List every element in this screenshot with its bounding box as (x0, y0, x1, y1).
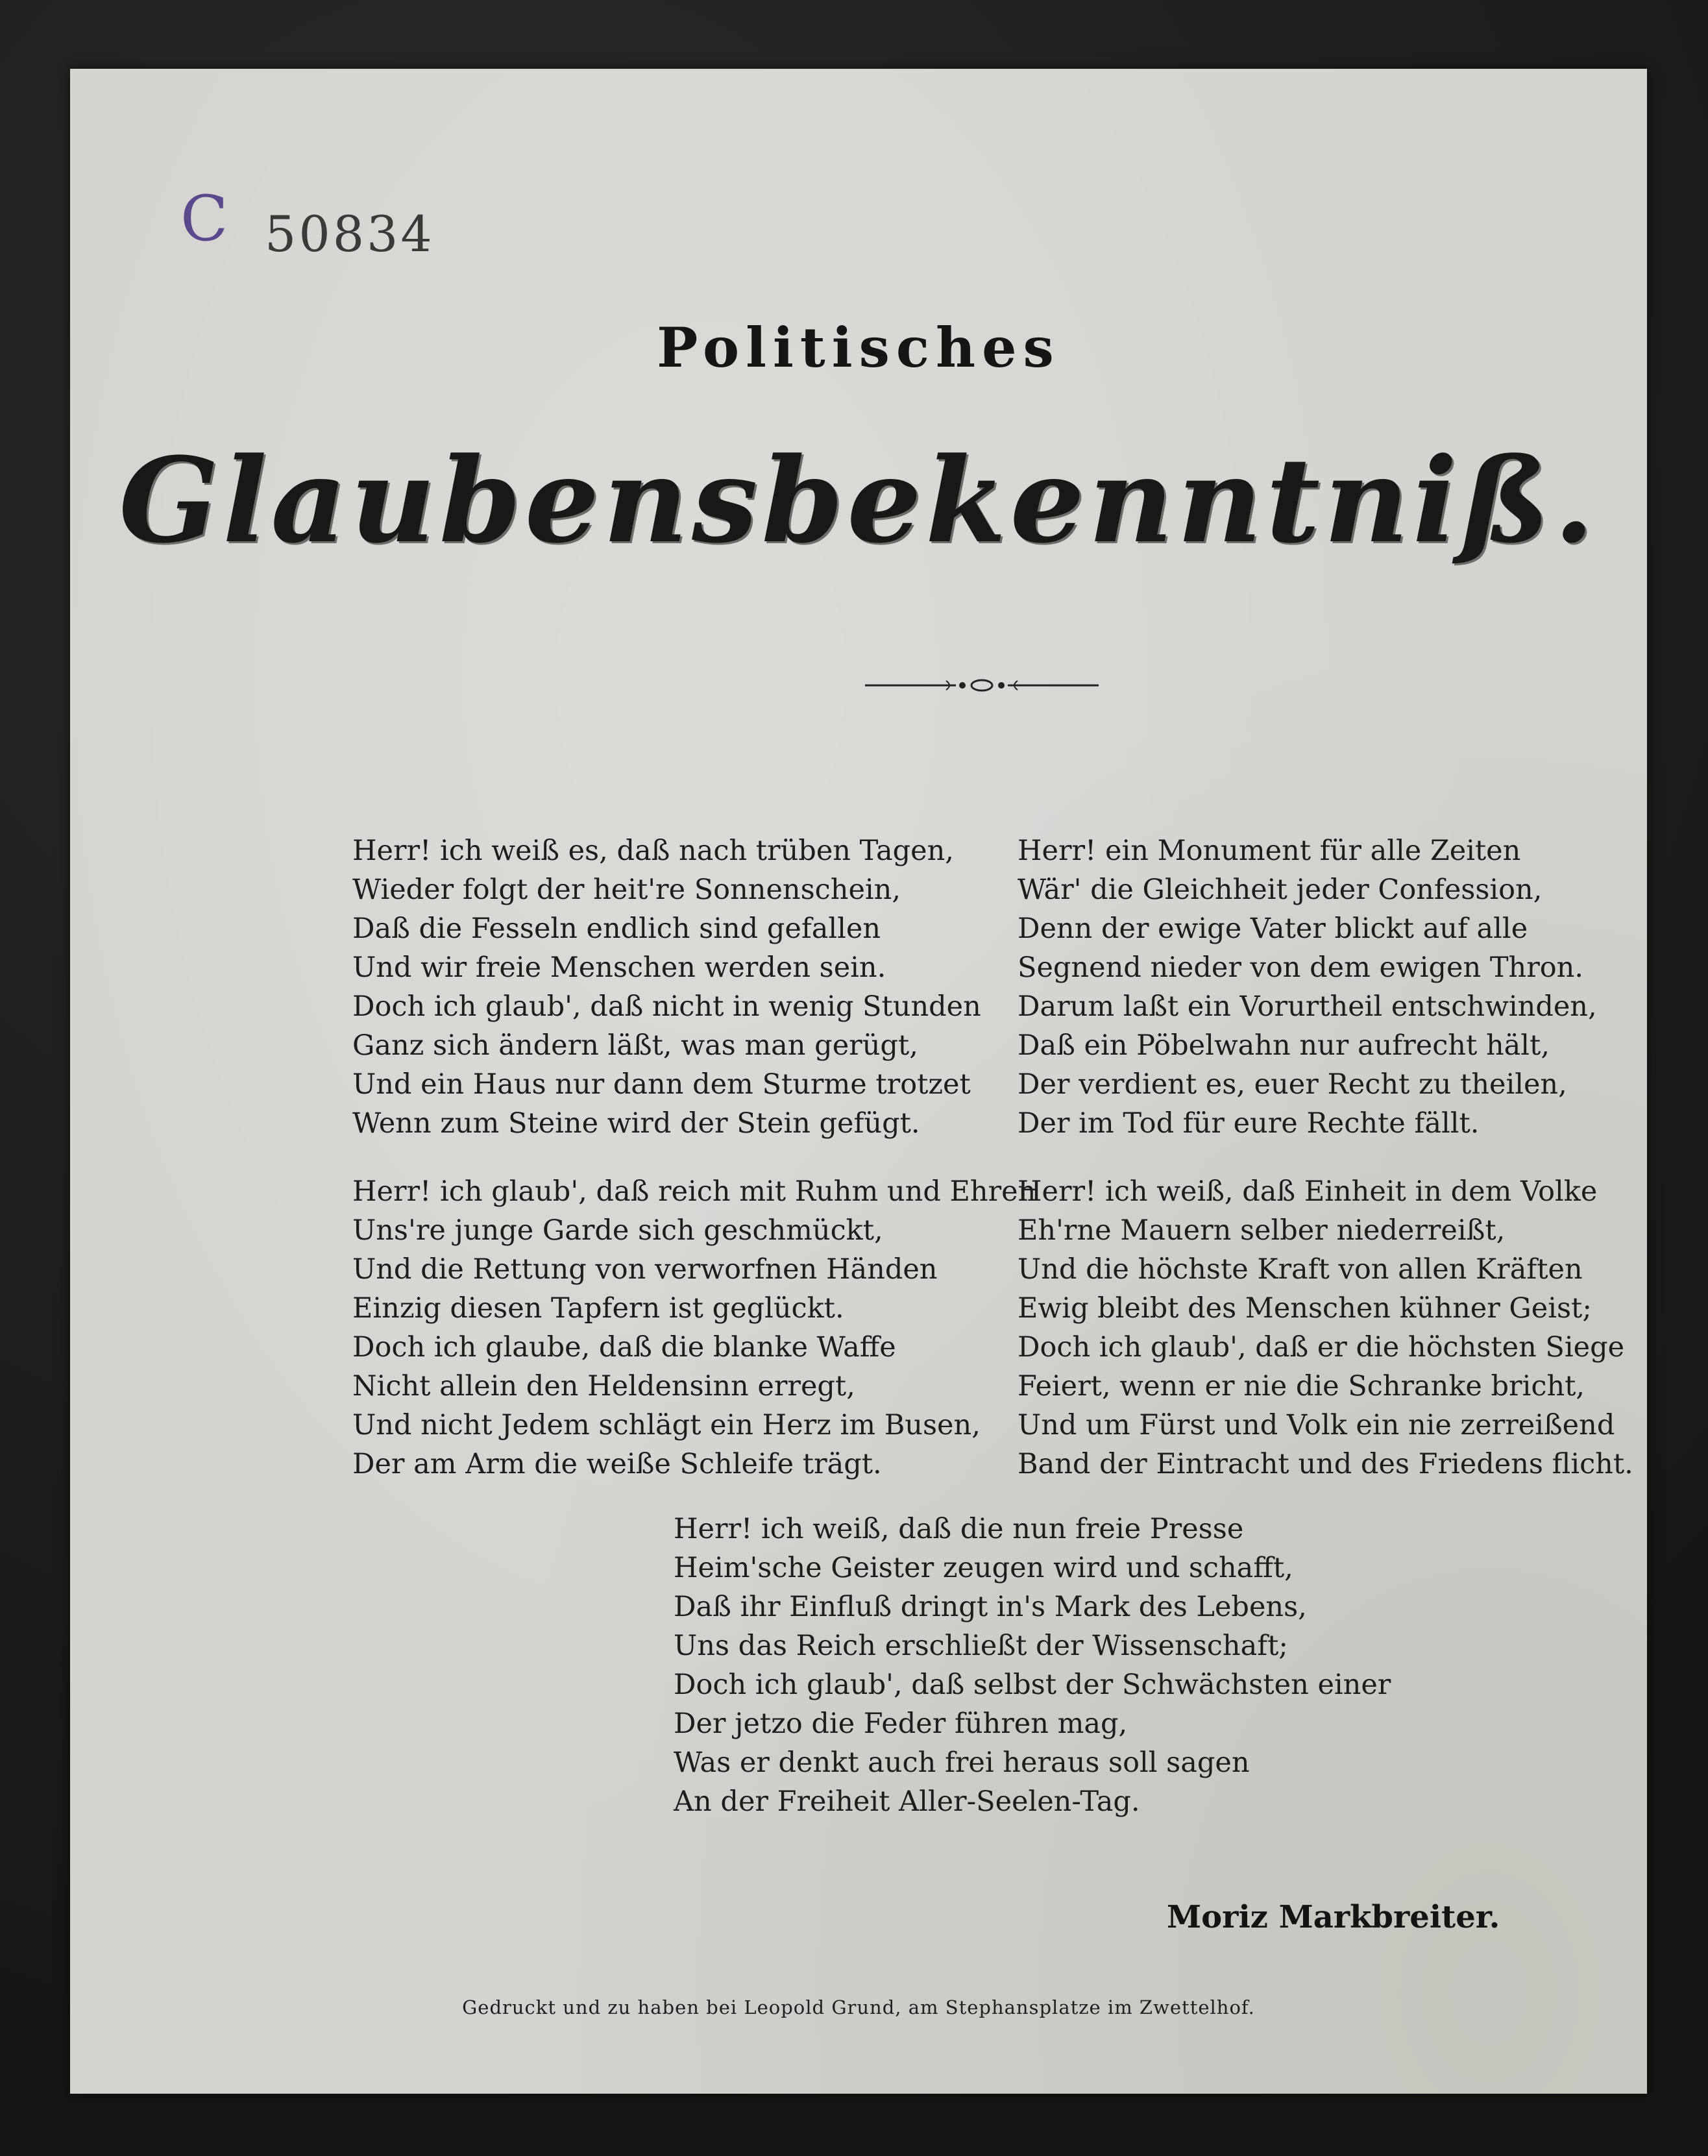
stanza-line: Und ein Haus nur dann dem Sturme trotzet (352, 1068, 971, 1101)
author-signature: Moriz Markbreiter. (1167, 1899, 1500, 1935)
stanza-line: Darum laßt ein Vorurtheil entschwinden, (1018, 990, 1597, 1023)
stanza-line: Heim'sche Geister zeugen wird und schafft, (674, 1552, 1293, 1584)
stanza-line: Herr! ich weiß, daß die nun freie Presse (674, 1513, 1244, 1545)
stanza-line: Der verdient es, euer Recht zu theilen, (1018, 1068, 1567, 1101)
stanza-line: Der jetzo die Feder führen mag, (674, 1708, 1128, 1740)
stanza-3 (352, 1172, 1036, 1484)
stanza-line: Herr! ich weiß, daß Einheit in dem Volke (1018, 1175, 1598, 1208)
stanza-line: Daß ihr Einfluß dringt in's Mark des Lebens, (674, 1591, 1307, 1623)
stanza-line: Uns're junge Garde sich geschmückt, (352, 1214, 883, 1247)
stanza-line: Und die höchste Kraft von allen Kräften (1018, 1253, 1583, 1286)
stanza-line: Und die Rettung von verworfnen Händen (352, 1253, 938, 1286)
stanza-line: Was er denkt auch frei heraus soll sagen (674, 1746, 1250, 1779)
stanza-1 (352, 831, 981, 1143)
stanza-line: Ewig bleibt des Menschen kühner Geist; (1018, 1292, 1592, 1325)
stanza-line: Doch ich glaub', daß nicht in wenig Stunden (352, 990, 981, 1023)
stanza-line: Daß die Fesseln endlich sind gefallen (352, 913, 881, 945)
stanza-line: Und nicht Jedem schlägt ein Herz im Busen, (352, 1409, 981, 1441)
printer-imprint: Gedruckt und zu haben bei Leopold Grund, am Stephansplatze im Zwettelhof. (462, 1996, 1255, 2018)
broadsheet (70, 69, 1647, 2094)
stanza-line: Doch ich glaube, daß die blanke Waffe (352, 1331, 896, 1364)
stanza-line: Und wir freie Menschen werden sein. (352, 951, 886, 984)
stanza-line: Einzig diesen Tapfern ist geglückt. (352, 1292, 844, 1325)
stanza-line: Herr! ich weiß es, daß nach trüben Tagen, (352, 835, 954, 867)
stanza-line: Segnend nieder von dem ewigen Thron. (1018, 951, 1584, 984)
ornament-divider-icon (865, 669, 1099, 702)
archive-stamp-letter: C (180, 182, 228, 255)
stanza-4 (1018, 1172, 1633, 1484)
stanza-line: Nicht allein den Heldensinn erregt, (352, 1370, 855, 1403)
stanza-line: Herr! ein Monument für alle Zeiten (1018, 835, 1521, 867)
stanza-line: Ganz sich ändern läßt, was man gerügt, (352, 1029, 918, 1062)
stanza-line: Doch ich glaub', daß selbst der Schwächsten einer (674, 1669, 1391, 1701)
stanza-line: Und um Fürst und Volk ein nie zerreißend (1018, 1409, 1615, 1441)
stanza-line: Band der Eintracht und des Friedens flicht. (1018, 1448, 1633, 1480)
stanza-line: Uns das Reich erschließt der Wissenschaft; (674, 1630, 1288, 1662)
stanza-line: Eh'rne Mauern selber niederreißt, (1018, 1214, 1506, 1247)
stanza-line: Herr! ich glaub', daß reich mit Ruhm und Ehren (352, 1175, 1036, 1208)
title-glaubensbekenntnis: Glaubensbekenntniß. (119, 432, 1598, 569)
stanza-line: Daß ein Pöbelwahn nur aufrecht hält, (1018, 1029, 1550, 1062)
stanza-line: Wenn zum Steine wird der Stein gefügt. (352, 1107, 920, 1140)
stanza-line: Der am Arm die weiße Schleife trägt. (352, 1448, 882, 1480)
stanza-2 (1018, 831, 1597, 1143)
stanza-line: An der Freiheit Aller-Seelen-Tag. (674, 1785, 1140, 1818)
archive-stamp-number: 50834 (265, 205, 435, 263)
stanza-line: Feiert, wenn er nie die Schranke bricht, (1018, 1370, 1585, 1403)
stanza-5 (674, 1510, 1391, 1821)
stanza-line: Wieder folgt der heit're Sonnenschein, (352, 874, 901, 906)
title-politisches: Politisches (657, 315, 1060, 380)
stanza-line: Der im Tod für eure Rechte fällt. (1018, 1107, 1480, 1140)
stanza-line: Doch ich glaub', daß er die höchsten Siege (1018, 1331, 1625, 1364)
stanza-line: Wär' die Gleichheit jeder Confession, (1018, 874, 1543, 906)
stanza-line: Denn der ewige Vater blickt auf alle (1018, 913, 1528, 945)
